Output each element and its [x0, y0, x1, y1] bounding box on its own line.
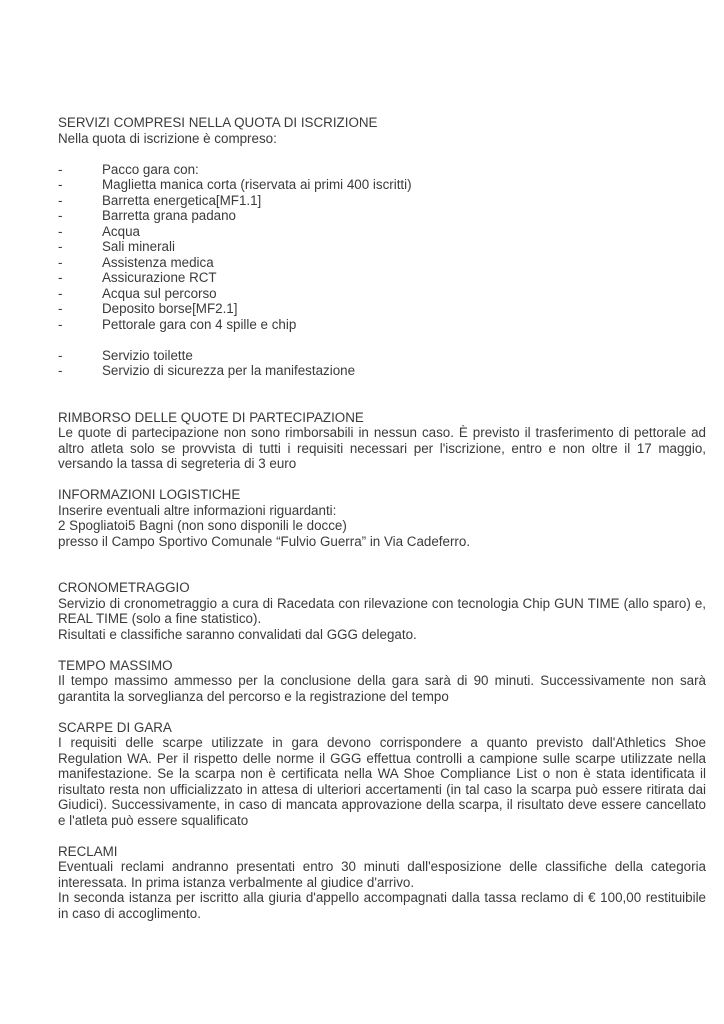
paragraph: I requisiti delle scarpe utilizzate in gara devono corrispondere a quanto previsto dall'Athletics Shoe Regulation WA. Per il rispetto delle norme il GGG effettua controlli a campione sulle scarpe utilizzate nella manifestazione. Se la scarpa non è certificata nella WA Shoe Compliance List o non è stata identificata il risultato resta non ufficializzato in attesa di ulteriori accertamenti (in tal caso la scarpa può essere ritirata dai Giudici). Successivamente, in caso di mancata approvazione della scarpa, il risultato deve essere cancellato e l'atleta può essere squalificato [58, 735, 706, 828]
section-heading: SERVIZI COMPRESI NELLA QUOTA DI ISCRIZIONE [58, 115, 378, 130]
section-heading: CRONOMETRAGGIO [58, 580, 190, 595]
list-item-text: Deposito borse[MF2.1] [102, 301, 238, 316]
list-item [58, 301, 706, 317]
section-heading: RECLAMI [58, 843, 118, 859]
paragraph: In seconda istanza per iscritto alla giuria d'appello accompagnati dalla tassa reclamo di € 100,00 restituibile in caso di accoglimento. [58, 890, 706, 921]
section-informazioni-logistiche [58, 487, 706, 549]
list-item-text: Assicurazione RCT [102, 270, 217, 285]
bullet-dash: - [58, 347, 63, 363]
list-item-text: Barretta energetica[MF1.1] [102, 192, 262, 208]
paragraph: 2 Spogliatoi5 Bagni (non sono disponili le docce) [58, 518, 347, 533]
list-item [58, 270, 706, 286]
list-item-text: Assistenza medica [102, 254, 214, 270]
list-item [58, 348, 706, 364]
list-item [58, 162, 706, 178]
bullet-dash: - [58, 223, 63, 239]
bullet-dash: - [58, 363, 63, 378]
list-item-text: Pettorale gara con 4 spille e chip [102, 316, 297, 332]
list-item-text: Pacco gara con: [102, 161, 199, 177]
bullet-dash: - [58, 161, 63, 177]
paragraph: Servizio di cronometraggio a cura di Racedata con rilevazione con tecnologia Chip GUN TIME (allo sparo) e, REAL TIME (solo a fine statistico). [58, 595, 706, 626]
section-heading: RIMBORSO DELLE QUOTE DI PARTECIPAZIONE [58, 409, 364, 425]
list-item [58, 177, 706, 193]
bullet-dash: - [58, 192, 63, 208]
paragraph: presso il Campo Sportivo Comunale “Fulvio Guerra” in Via Cadeferro. [58, 533, 471, 549]
list-item [58, 208, 706, 224]
list-item-text: Servizio toilette [102, 347, 193, 363]
paragraph: Eventuali reclami andranno presentati entro 30 minuti dall'esposizione delle classifiche della categoria interessata. In prima istanza verbalmente al giudice d'arrivo. [58, 859, 706, 890]
paragraph: Risultati e classifiche saranno convalidati dal GGG delegato. [58, 626, 417, 642]
list-item [58, 193, 706, 209]
bullet-dash: - [58, 270, 63, 285]
section-scarpe-di-gara [58, 720, 706, 829]
section-reclami [58, 844, 706, 922]
list-item-text: Acqua [102, 223, 140, 239]
list-item-text: Maglietta manica corta (riservata ai primi 400 iscritti) [102, 177, 412, 192]
section-heading: TEMPO MASSIMO [58, 657, 173, 673]
bullet-dash: - [58, 301, 63, 316]
list-item [58, 224, 706, 240]
bullet-group-servizi [58, 348, 706, 379]
paragraph: Le quote di partecipazione non sono rimborsabili in nessun caso. È previsto il trasferimento di pettorale ad altro atleta solo se provvista di tutti i requisiti necessari per l'iscrizione, entro e non oltre il 17 maggio, versando la tassa di segreteria di 3 euro [58, 425, 706, 471]
list-item-text: Sali minerali [102, 239, 175, 254]
list-item-text: Acqua sul percorso [102, 285, 217, 301]
section-rimborso [58, 410, 706, 472]
bullet-group-pacco-gara [58, 162, 706, 333]
section-tempo-massimo [58, 658, 706, 705]
list-item [58, 286, 706, 302]
list-item [58, 239, 706, 255]
bullet-dash: - [58, 239, 63, 254]
section-heading: INFORMAZIONI LOGISTICHE [58, 487, 241, 502]
bullet-dash: - [58, 285, 63, 301]
bullet-dash: - [58, 208, 63, 223]
list-item-text: Barretta grana padano [102, 208, 237, 223]
section-heading: SCARPE DI GARA [58, 719, 172, 735]
bullet-dash: - [58, 316, 63, 332]
section-intro: Nella quota di iscrizione è compreso: [58, 130, 277, 146]
section-cronometraggio [58, 580, 706, 642]
paragraph: Il tempo massimo ammesso per la conclusione della gara sarà di 90 minuti. Successivamente non sarà garantita la sorveglianza del percorso e la registrazione del tempo [58, 673, 706, 704]
bullet-dash: - [58, 177, 63, 192]
list-item [58, 363, 706, 379]
bullet-dash: - [58, 254, 63, 270]
section-servizi-compresi [58, 115, 706, 379]
list-item [58, 255, 706, 271]
paragraph: Inserire eventuali altre informazioni riguardanti: [58, 502, 337, 518]
list-item [58, 317, 706, 333]
list-item-text: Servizio di sicurezza per la manifestazione [102, 363, 356, 378]
